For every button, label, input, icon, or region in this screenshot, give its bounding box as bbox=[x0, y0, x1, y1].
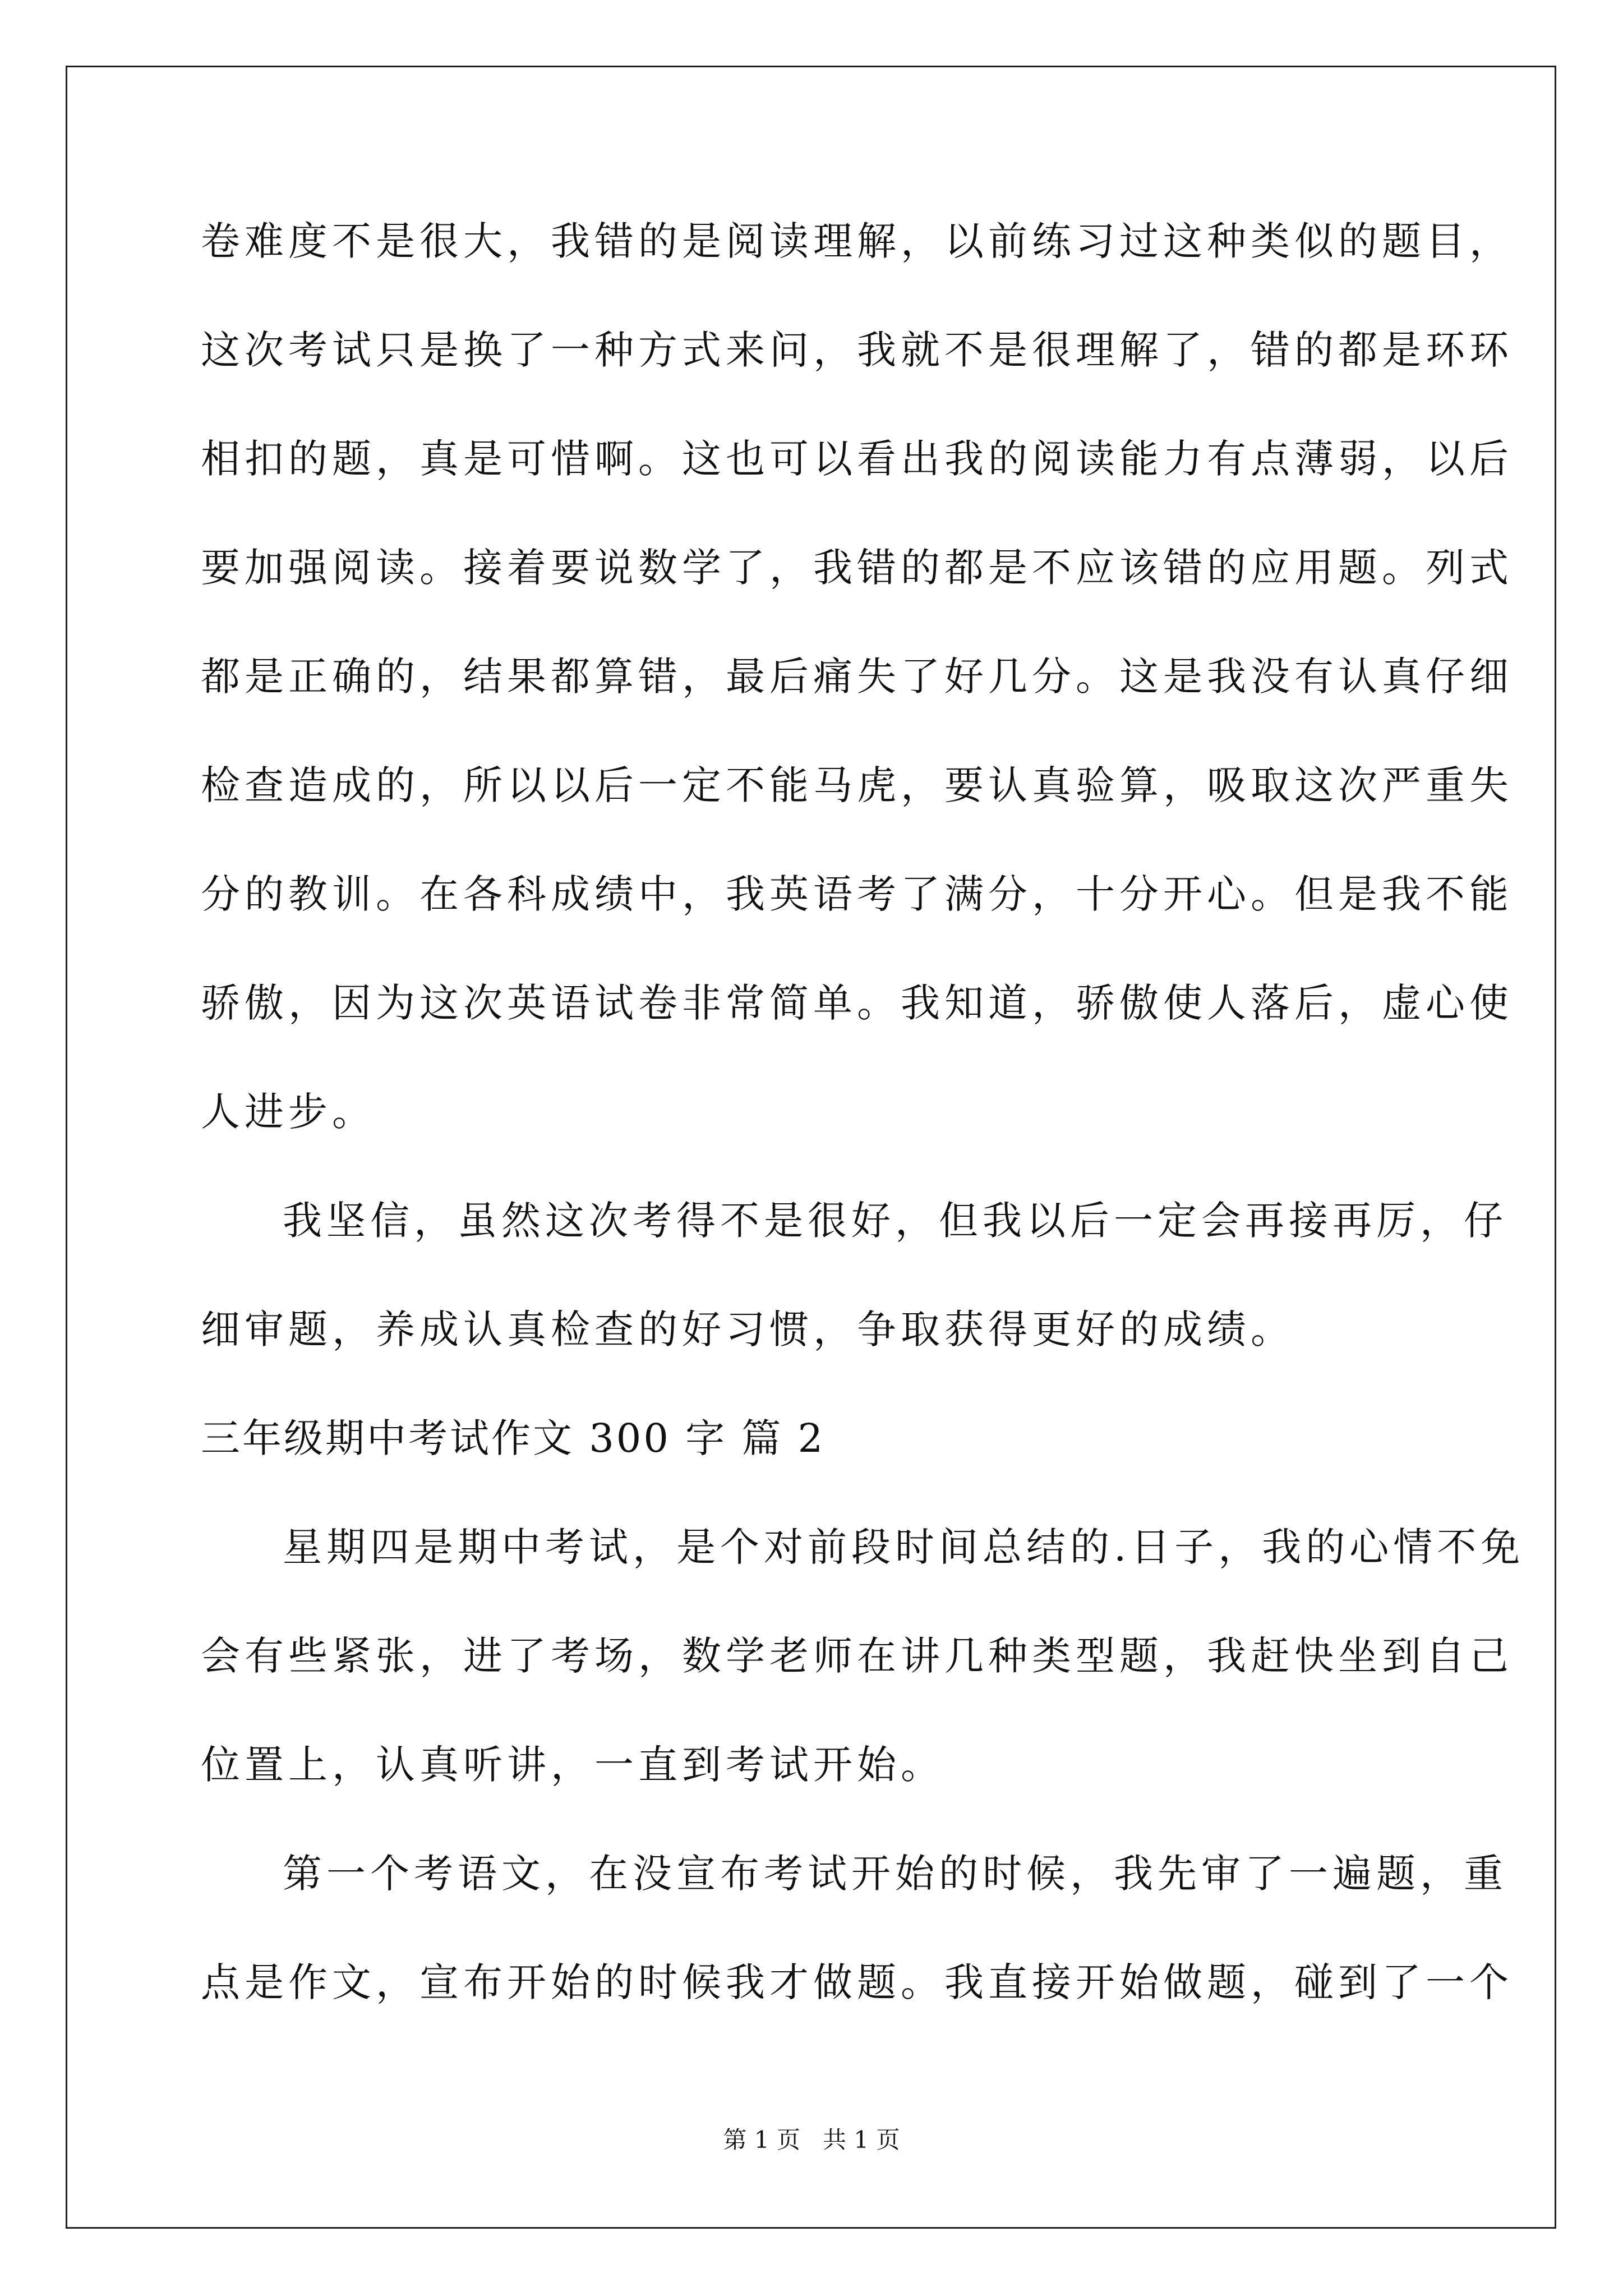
text-line: 卷难度不是很大，我错的是阅读理解，以前练习过这种类似的题目， bbox=[201, 218, 1513, 264]
paragraph-start-line: 第一个考语文，在没宣布考试开始的时候，我先审了一遍题，重 bbox=[283, 1851, 1507, 1897]
text-line: 细审题，养成认真检查的好习惯，争取获得更好的成绩。 bbox=[201, 1306, 1294, 1352]
section-heading: 三年级期中考试作文 300 字 篇 2 bbox=[201, 1415, 826, 1461]
page-footer: 第 1 页 共 1 页 bbox=[723, 2126, 900, 2154]
paragraph-start-line: 星期四是期中考试，是个对前段时间总结的.日子，我的心情不免 bbox=[283, 1524, 1525, 1570]
text-line: 检查造成的，所以以后一定不能马虎，要认真验算，吸取这次严重失 bbox=[201, 762, 1513, 808]
document-body bbox=[201, 218, 1525, 2069]
text-line: 骄傲，因为这次英语试卷非常简单。我知道，骄傲使人落后，虚心使 bbox=[201, 980, 1513, 1026]
text-line: 要加强阅读。接着要说数学了，我错的都是不应该错的应用题。列式 bbox=[201, 545, 1513, 591]
paragraph-start-line: 我坚信，虽然这次考得不是很好，但我以后一定会再接再厉，仔 bbox=[283, 1198, 1507, 1244]
text-line: 分的教训。在各科成绩中，我英语考了满分，十分开心。但是我不能 bbox=[201, 871, 1513, 917]
text-line: 点是作文，宣布开始的时候我才做题。我直接开始做题，碰到了一个 bbox=[201, 1959, 1513, 2005]
text-line: 都是正确的，结果都算错，最后痛失了好几分。这是我没有认真仔细 bbox=[201, 654, 1513, 700]
text-line: 相扣的题，真是可惜啊。这也可以看出我的阅读能力有点薄弱，以后 bbox=[201, 436, 1513, 482]
text-line: 会有些紧张，进了考场，数学老师在讲几种类型题，我赶快坐到自己 bbox=[201, 1633, 1513, 1679]
text-line: 人进步。 bbox=[201, 1089, 376, 1135]
text-line: 位置上，认真听讲，一直到考试开始。 bbox=[201, 1742, 944, 1788]
text-line: 这次考试只是换了一种方式来问，我就不是很理解了，错的都是环环 bbox=[201, 327, 1513, 373]
